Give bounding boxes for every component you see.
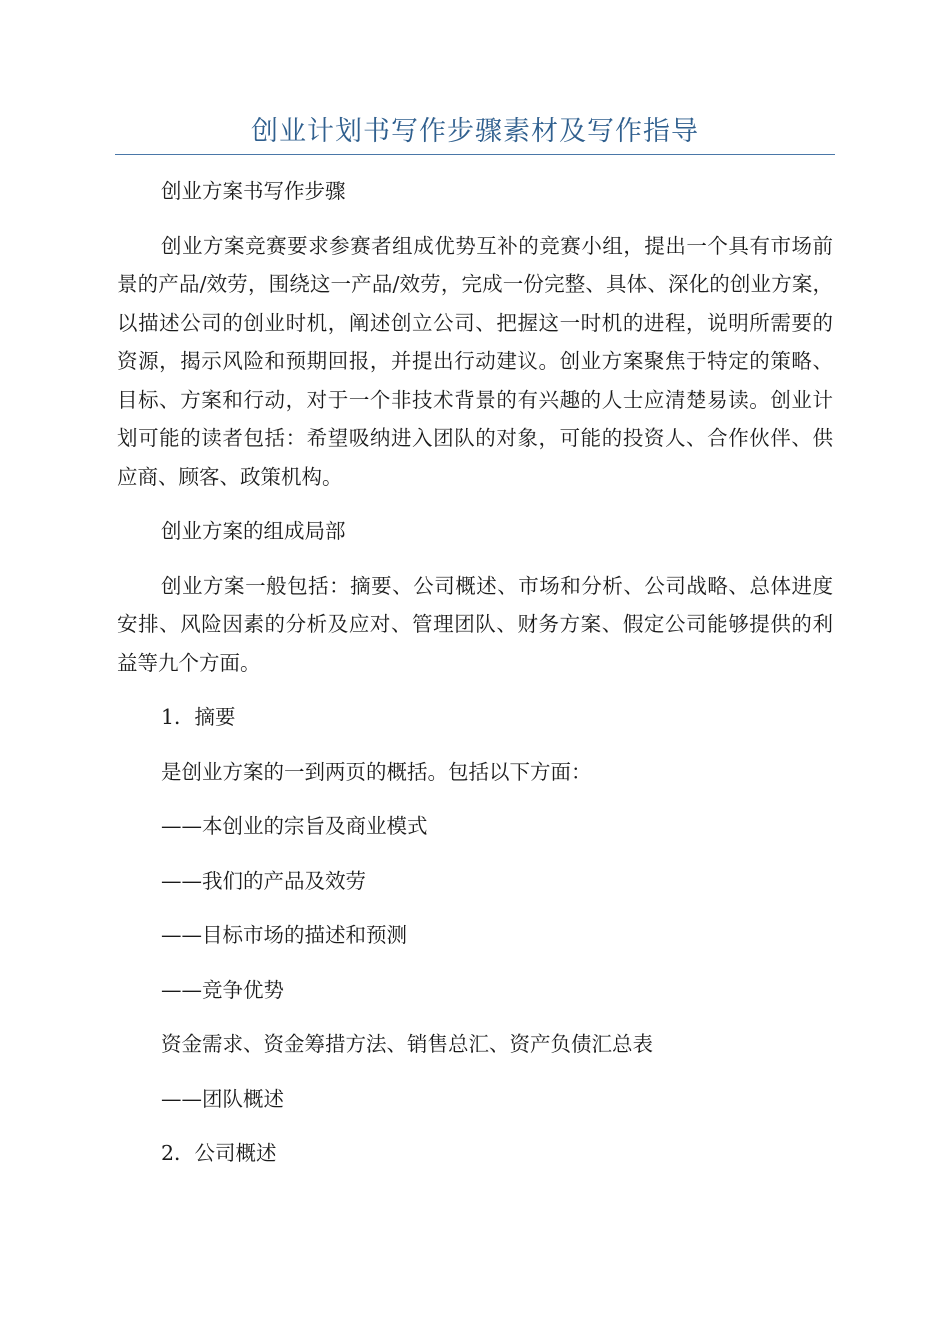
body-paragraph: 是创业方案的一到两页的概括。包括以下方面： bbox=[161, 759, 592, 784]
numbered-heading: 1．摘要 bbox=[161, 705, 236, 729]
list-item: ——目标市场的描述和预测 bbox=[161, 923, 407, 947]
document-body bbox=[117, 172, 833, 1189]
numbered-heading: 2．公司概述 bbox=[161, 1141, 277, 1165]
list-item: ——我们的产品及效劳 bbox=[161, 868, 366, 893]
body-paragraph: 资金需求、资金筹措方法、销售总汇、资产负债汇总表 bbox=[161, 1032, 653, 1056]
document-title: 创业计划书写作步骤素材及写作指导 bbox=[251, 116, 699, 147]
body-paragraph: 创业方案一般包括：摘要、公司概述、市场和分析、公司战略、总体进度安排、风险因素的分析及应对、管理团队、财务方案、假定公司能够提供的利益等九个方面。 bbox=[117, 573, 833, 675]
title-underline bbox=[115, 154, 835, 155]
list-item: ——本创业的宗旨及商业模式 bbox=[161, 814, 428, 838]
section-heading: 创业方案书写作步骤 bbox=[161, 179, 346, 203]
list-item: ——团队概述 bbox=[161, 1086, 284, 1111]
section-heading: 创业方案的组成局部 bbox=[161, 519, 346, 543]
list-item: ——竞争优势 bbox=[161, 977, 284, 1002]
body-paragraph: 创业方案竞赛要求参赛者组成优势互补的竞赛小组，提出一个具有市场前景的产品/效劳，围绕这一产品/效劳，完成一份完整、具体、深化的创业方案，以描述公司的创业时机，阐述创立公司、把握这一时机的进程，说明所需要的资源，揭示风险和预期回报，并提出行动建议。创业方案聚焦于特定的策略、目标、方案和行动，对于一个非技术背景的有兴趣的人士应清楚易读。创业计划可能的读者包括：希望吸纳进入团队的对象，可能的投资人、合作伙伴、供应商、顾客、政策机构。 bbox=[117, 233, 833, 489]
